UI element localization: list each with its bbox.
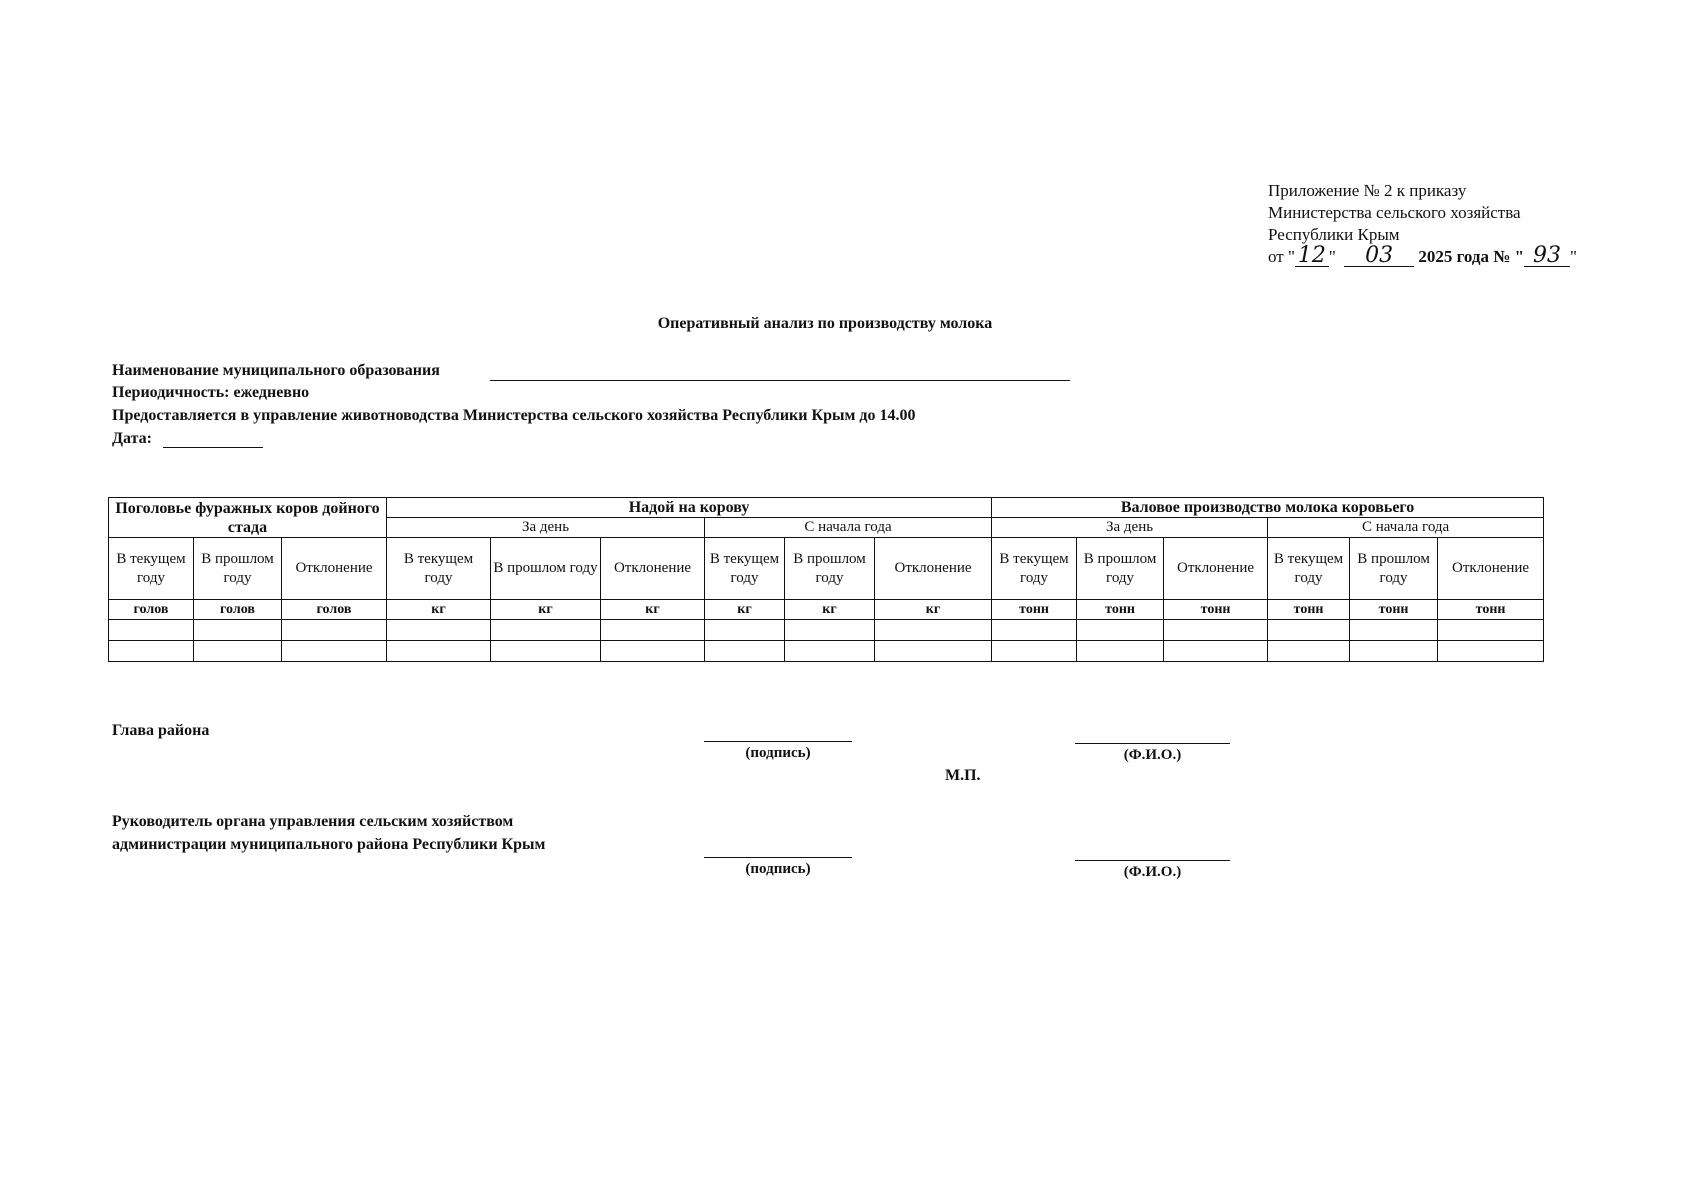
data-cell[interactable] — [491, 620, 601, 641]
data-cell[interactable] — [1438, 620, 1544, 641]
col-yield-day-dev: Отклонение — [601, 538, 705, 600]
table-row — [109, 641, 1544, 662]
table-row — [109, 620, 1544, 641]
data-cell[interactable] — [491, 641, 601, 662]
unit-cell: голов — [282, 600, 387, 620]
data-cell[interactable] — [992, 620, 1077, 641]
data-cell[interactable] — [705, 641, 785, 662]
data-cell[interactable] — [1164, 620, 1268, 641]
col-gross-ytd-current: В текущем году — [1268, 538, 1350, 600]
head-fio-caption: (Ф.И.О.) — [1123, 747, 1182, 763]
col-yield-ytd-current: В текущем году — [705, 538, 785, 600]
date-label: Дата: — [112, 430, 152, 447]
data-cell[interactable] — [109, 620, 194, 641]
col-gross-day-dev: Отклонение — [1164, 538, 1268, 600]
data-cell[interactable] — [785, 620, 875, 641]
unit-cell: кг — [785, 600, 875, 620]
submitted-to-text: Предоставляется в управление животноводства Министерства сельского хозяйства Республики Крым до 14.00 — [112, 407, 916, 424]
col-yield-ytd-dev: Отклонение — [875, 538, 992, 600]
col-head-prev: В прошлом году — [194, 538, 282, 600]
col-head-dev: Отклонение — [282, 538, 387, 600]
manager-label-line-2: администрации муниципального района Республики Крым — [112, 836, 546, 853]
header-gross-day: За день — [992, 518, 1268, 538]
units-row — [109, 600, 1544, 620]
header-headcount-group: Поголовье фуражных коров дойного стада — [109, 498, 387, 538]
header-yield-ytd: С начала года — [705, 518, 992, 538]
head-fio-line[interactable] — [1075, 743, 1230, 744]
unit-cell: кг — [387, 600, 491, 620]
unit-cell: кг — [875, 600, 992, 620]
head-signature-line[interactable] — [704, 741, 852, 742]
data-cell[interactable] — [387, 620, 491, 641]
data-cell[interactable] — [1350, 641, 1438, 662]
appendix-line-1: Приложение № 2 к приказу — [1268, 181, 1467, 200]
seal-mark: М.П. — [945, 767, 981, 784]
data-cell[interactable] — [705, 620, 785, 641]
unit-cell: тонн — [1438, 600, 1544, 620]
col-yield-day-current: В текущем году — [387, 538, 491, 600]
appendix-date-line — [1268, 243, 1577, 268]
header-gross-ytd: С начала года — [1268, 518, 1544, 538]
municipality-label: Наименование муниципального образования — [112, 362, 440, 379]
data-cell[interactable] — [109, 641, 194, 662]
manager-signature-line[interactable] — [704, 857, 852, 858]
unit-cell: кг — [491, 600, 601, 620]
col-yield-ytd-prev: В прошлом году — [785, 538, 875, 600]
data-cell[interactable] — [1077, 641, 1164, 662]
col-gross-day-current: В текущем году — [992, 538, 1077, 600]
header-gross-group: Валовое производство молока коровьего — [992, 498, 1544, 518]
col-yield-day-prev: В прошлом году — [491, 538, 601, 600]
data-cell[interactable] — [1268, 641, 1350, 662]
municipality-input-line[interactable] — [490, 379, 1070, 381]
date-day: 12 — [1295, 246, 1329, 267]
date-close: " — [1570, 247, 1577, 266]
manager-label-line-1: Руководитель органа управления сельским хозяйством — [112, 813, 514, 830]
data-cell[interactable] — [875, 641, 992, 662]
data-cell[interactable] — [387, 641, 491, 662]
data-cell[interactable] — [282, 620, 387, 641]
data-cell[interactable] — [1438, 641, 1544, 662]
head-of-district-label: Глава района — [112, 722, 210, 739]
col-gross-day-prev: В прошлом году — [1077, 538, 1164, 600]
manager-fio-caption: (Ф.И.О.) — [1123, 864, 1182, 880]
data-cell[interactable] — [785, 641, 875, 662]
unit-cell: голов — [109, 600, 194, 620]
unit-cell: кг — [601, 600, 705, 620]
data-cell[interactable] — [194, 620, 282, 641]
data-cell[interactable] — [1164, 641, 1268, 662]
header-yield-group: Надой на корову — [387, 498, 992, 518]
data-cell[interactable] — [194, 641, 282, 662]
periodicity-text: Периодичность: ежедневно — [112, 384, 310, 401]
col-gross-ytd-prev: В прошлом году — [1350, 538, 1438, 600]
unit-cell: тонн — [1164, 600, 1268, 620]
date-year-text: 2025 года № " — [1418, 247, 1525, 266]
appendix-block — [1268, 180, 1577, 268]
order-number: 93 — [1524, 246, 1570, 267]
data-cell[interactable] — [282, 641, 387, 662]
date-input-line[interactable] — [163, 446, 263, 448]
data-cell[interactable] — [1350, 620, 1438, 641]
data-cell[interactable] — [992, 641, 1077, 662]
document-title: Оперативный анализ по производству молока — [657, 315, 993, 332]
appendix-line-2: Министерства сельского хозяйства — [1268, 203, 1521, 222]
date-month: 03 — [1344, 246, 1414, 267]
appendix-line-3: Республики Крым — [1268, 225, 1400, 244]
data-cell[interactable] — [601, 620, 705, 641]
col-gross-ytd-dev: Отклонение — [1438, 538, 1544, 600]
manager-fio-line[interactable] — [1075, 860, 1230, 861]
unit-cell: тонн — [1268, 600, 1350, 620]
unit-cell: голов — [194, 600, 282, 620]
unit-cell: тонн — [1077, 600, 1164, 620]
data-cell[interactable] — [601, 641, 705, 662]
data-cell[interactable] — [1077, 620, 1164, 641]
date-prefix: от " — [1268, 247, 1295, 266]
col-head-current: В текущем году — [109, 538, 194, 600]
unit-cell: кг — [705, 600, 785, 620]
head-signature-caption: (подпись) — [745, 745, 811, 761]
data-cell[interactable] — [875, 620, 992, 641]
date-sep: " — [1328, 247, 1336, 266]
header-yield-day: За день — [387, 518, 705, 538]
milk-report-table — [108, 497, 1544, 662]
data-cell[interactable] — [1268, 620, 1350, 641]
unit-cell: тонн — [1350, 600, 1438, 620]
manager-signature-caption: (подпись) — [745, 861, 811, 877]
unit-cell: тонн — [992, 600, 1077, 620]
